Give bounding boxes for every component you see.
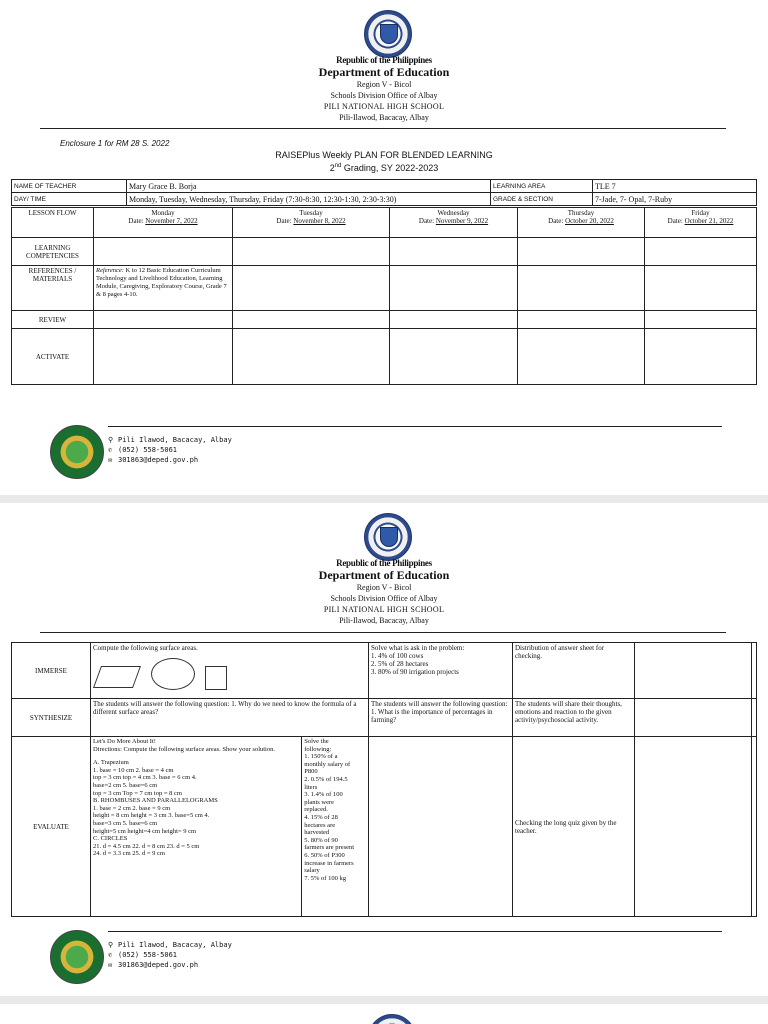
reference-text: Reference: K to 12 Basic Education Curriculum Technology and Livelihood Education, Learning Module, Caregiving, Exploratory Course, Grade 7 & 8 pages 4-10. [94,266,233,311]
immerse-wednesday: Solve what is ask in the problem: 1. 4% of 100 cows 2. 5% of 28 hectares 3. 80% of 90 irrigation projects [369,643,513,699]
immerse-thursday: Distribution of answer sheet for checking. [513,643,635,699]
row-label-review: REVIEW [12,311,94,329]
day-thursday: Thursday Date: October 20, 2022 [518,208,645,238]
lesson-flow-table-continued [11,642,757,917]
row-label-evaluate: EVALUATE [12,737,91,917]
letterhead [0,558,768,626]
day-monday: Monday Date: November 7, 2022 [94,208,233,238]
school-footer [50,930,730,985]
row-label-references: REFERENCES / MATERIALS [12,266,94,311]
letterhead [0,55,768,123]
footer-email: ✉ 301863@deped.gov.ph [108,961,199,969]
school-logo [50,930,104,984]
time-value: Monday, Tuesday, Wednesday, Thursday, Friday (7:30-8:30, 12:30-1:30, 2:30-3:30) [127,193,491,206]
division-text: Schools Division Office of Albay [330,594,438,603]
time-label: DAY/ TIME [12,193,127,206]
teacher-label: NAME OF TEACHER [12,180,127,193]
email-icon: ✉ [108,456,113,464]
footer-address: ⚲ Pili Ilawod, Bacacay, Albay [108,941,232,949]
republic-text: Republic of the Philippines [336,55,432,65]
footer-email: ✉ 301863@deped.gov.ph [108,456,199,464]
school-logo [50,425,104,479]
teacher-info-table [11,179,757,206]
evaluate-thursday: Checking the long quiz given by the teacher. [513,737,635,917]
plan-title-line: RAISEPlus Weekly PLAN FOR BLENDED LEARNING [275,150,493,160]
location-icon: ⚲ [108,941,114,949]
page-separator [0,996,768,1004]
page-separator [0,495,768,503]
teacher-value: Mary Grace B. Borja [127,180,491,193]
footer-phone: ✆ (052) 558-5061 [108,446,178,454]
division-text: Schools Division Office of Albay [330,91,438,100]
department-text: Department of Education [318,568,450,582]
location-icon: ⚲ [108,436,114,444]
evaluate-monday: Let's Do More About It! Directions: Compute the following surface areas. Show your solution. A. Trapezium 1. base = 10 cm 2. base = 4 cm top = 3 cm top = 4 cm 3. base = 6 cm 4. base=2 cm 5. base=6 cm top = 3 cm Top = 7 cm top = 8 cm B. RHOMBUSES AND PARALLELOGRAMS 1. base = 2 cm 2. base = 9 cm height = 8 cm height = 3 cm 3. base=5 cm 4. base=3 cm 5. base=6 cm height=5 cm height=4 cm height= 9 cm C. CIRCLES 21. d = 4.5 cm 22. d = 8 cm 23. d = 5 cm 24. d = 3.3 cm 25. d = 9 cm [91,737,302,917]
republic-text: Republic of the Philippines [336,558,432,568]
footer-rule [108,931,722,932]
school-address: Pili-Ilawod, Bacacay, Albay [339,113,429,122]
school-footer [50,425,730,480]
footer-rule [108,426,722,427]
synthesize-wednesday: The students will answer the following question: 1. What is the importance of percentages in farming? [369,699,513,737]
synthesize-monday: The students will answer the following question: 1. Why do we need to know the formula of a different surface areas? [91,699,369,737]
area-value: TLE 7 [593,180,757,193]
day-friday: Friday Date: October 21, 2022 [645,208,757,238]
grade-value: 7-Jade, 7- Opal, 7-Ruby [593,193,757,206]
shape-figures [93,656,366,692]
footer-address: ⚲ Pili Ilawod, Bacacay, Albay [108,436,232,444]
footer-phone: ✆ (052) 558-5061 [108,951,178,959]
deped-seal [364,513,412,561]
email-icon: ✉ [108,961,113,969]
deped-seal [364,10,412,58]
department-text: Department of Education [318,65,450,79]
plan-title [0,150,768,174]
day-wednesday: Wednesday Date: November 9, 2022 [390,208,518,238]
grade-label: GRADE & SECTION [491,193,593,206]
row-label-activate: ACTIVATE [12,329,94,385]
region-text: Region V - Bicol [356,80,412,89]
deped-seal-partial [368,1014,416,1024]
header-rule [40,632,726,633]
synthesize-thursday: The students will share their thoughts, emotions and reaction to the given activity/psychosocial activity. [513,699,635,737]
school-name: PILI NATIONAL HIGH SCHOOL [323,102,445,111]
immerse-monday: Compute the following surface areas. [91,643,369,699]
region-text: Region V - Bicol [356,583,412,592]
school-address: Pili-Ilawod, Bacacay, Albay [339,616,429,625]
evaluate-tuesday: Solve the following: 1. 150% of a monthly salary of P800 2. 0.5% of 194.5 liters 3. 1.4% of 100 plants were replaced. 4. 15% of 28 hectares are harvested 5. 80% of 90 farmers are present 6. 50% of P300 increase in farmers salary 7. 5% of 100 kg [302,737,369,917]
phone-icon: ✆ [108,446,113,454]
day-tuesday: Tuesday Date: November 8, 2022 [233,208,390,238]
lesson-flow-label: LESSON FLOW [12,208,94,238]
row-label-synthesize: SYNTHESIZE [12,699,91,737]
grading-line: 2nd Grading, SY 2022-2023 [329,163,439,173]
area-label: LEARNING AREA [491,180,593,193]
enclosure-note: Enclosure 1 for RM 28 S. 2022 [60,139,170,148]
header-rule [40,128,726,129]
row-label-competencies: LEARNING COMPETENCIES [12,238,94,266]
row-label-immerse: IMMERSE [12,643,91,699]
phone-icon: ✆ [108,951,113,959]
school-name: PILI NATIONAL HIGH SCHOOL [323,605,445,614]
lesson-flow-table [11,207,757,385]
